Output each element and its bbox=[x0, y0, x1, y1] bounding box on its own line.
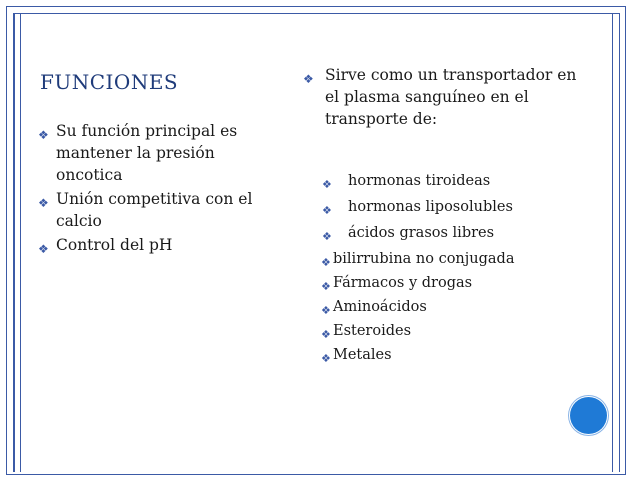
diamond-bullet-icon: ❖ bbox=[321, 352, 331, 365]
diamond-bullet-icon: ❖ bbox=[321, 280, 331, 293]
diamond-bullet-icon: ❖ bbox=[38, 196, 49, 210]
sub-list-item-text: Aminoácidos bbox=[333, 299, 427, 315]
decorative-circle bbox=[570, 397, 607, 434]
diamond-bullet-icon: ❖ bbox=[303, 72, 314, 86]
frame-left-thin-bar bbox=[20, 13, 21, 472]
sub-list-item-text: Metales bbox=[333, 347, 392, 363]
list-item-text: Sirve como un transportador en el plasma sanguíneo en el transporte de: bbox=[325, 66, 577, 128]
sub-list-item bbox=[318, 224, 588, 243]
diamond-bullet-icon: ❖ bbox=[322, 178, 332, 191]
left-bullet-list bbox=[38, 120, 283, 258]
sub-list-item bbox=[318, 250, 588, 269]
sub-list-item bbox=[318, 198, 588, 217]
list-item bbox=[38, 120, 283, 186]
sub-list-item-text: hormonas tiroideas bbox=[348, 173, 491, 189]
sub-list-item bbox=[318, 274, 588, 293]
sub-list-item bbox=[318, 172, 588, 191]
diamond-bullet-icon: ❖ bbox=[38, 128, 49, 142]
diamond-bullet-icon: ❖ bbox=[321, 328, 331, 341]
diamond-bullet-icon: ❖ bbox=[321, 304, 331, 317]
sub-list-item bbox=[318, 346, 588, 365]
diamond-bullet-icon: ❖ bbox=[321, 256, 331, 269]
sub-list-item-text: hormonas liposolubles bbox=[348, 199, 513, 215]
diamond-bullet-icon: ❖ bbox=[38, 242, 49, 256]
sub-list-item-text: Esteroides bbox=[333, 323, 412, 339]
list-item bbox=[303, 64, 593, 130]
list-item-text: Control del pH bbox=[56, 236, 173, 254]
sub-list-item-text: bilirrubina no conjugada bbox=[333, 251, 515, 267]
list-item-text: Su función principal es mantener la presión oncotica bbox=[56, 122, 238, 184]
list-item bbox=[38, 188, 283, 232]
sub-list-item-text: ácidos grasos libres bbox=[348, 225, 495, 241]
transport-sub-list bbox=[318, 172, 588, 370]
slide-title: FUNCIONES bbox=[40, 70, 179, 94]
diamond-bullet-icon: ❖ bbox=[322, 230, 332, 243]
right-bullet-list bbox=[303, 64, 593, 130]
sub-list-item bbox=[318, 298, 588, 317]
sub-list-item-text: Fármacos y drogas bbox=[333, 275, 473, 291]
list-item-text: Unión competitiva con el calcio bbox=[56, 190, 253, 230]
frame-left-bar bbox=[13, 13, 15, 472]
diamond-bullet-icon: ❖ bbox=[322, 204, 332, 217]
frame-right-bar bbox=[612, 13, 613, 472]
list-item bbox=[38, 234, 283, 256]
sub-list-item bbox=[318, 322, 588, 341]
